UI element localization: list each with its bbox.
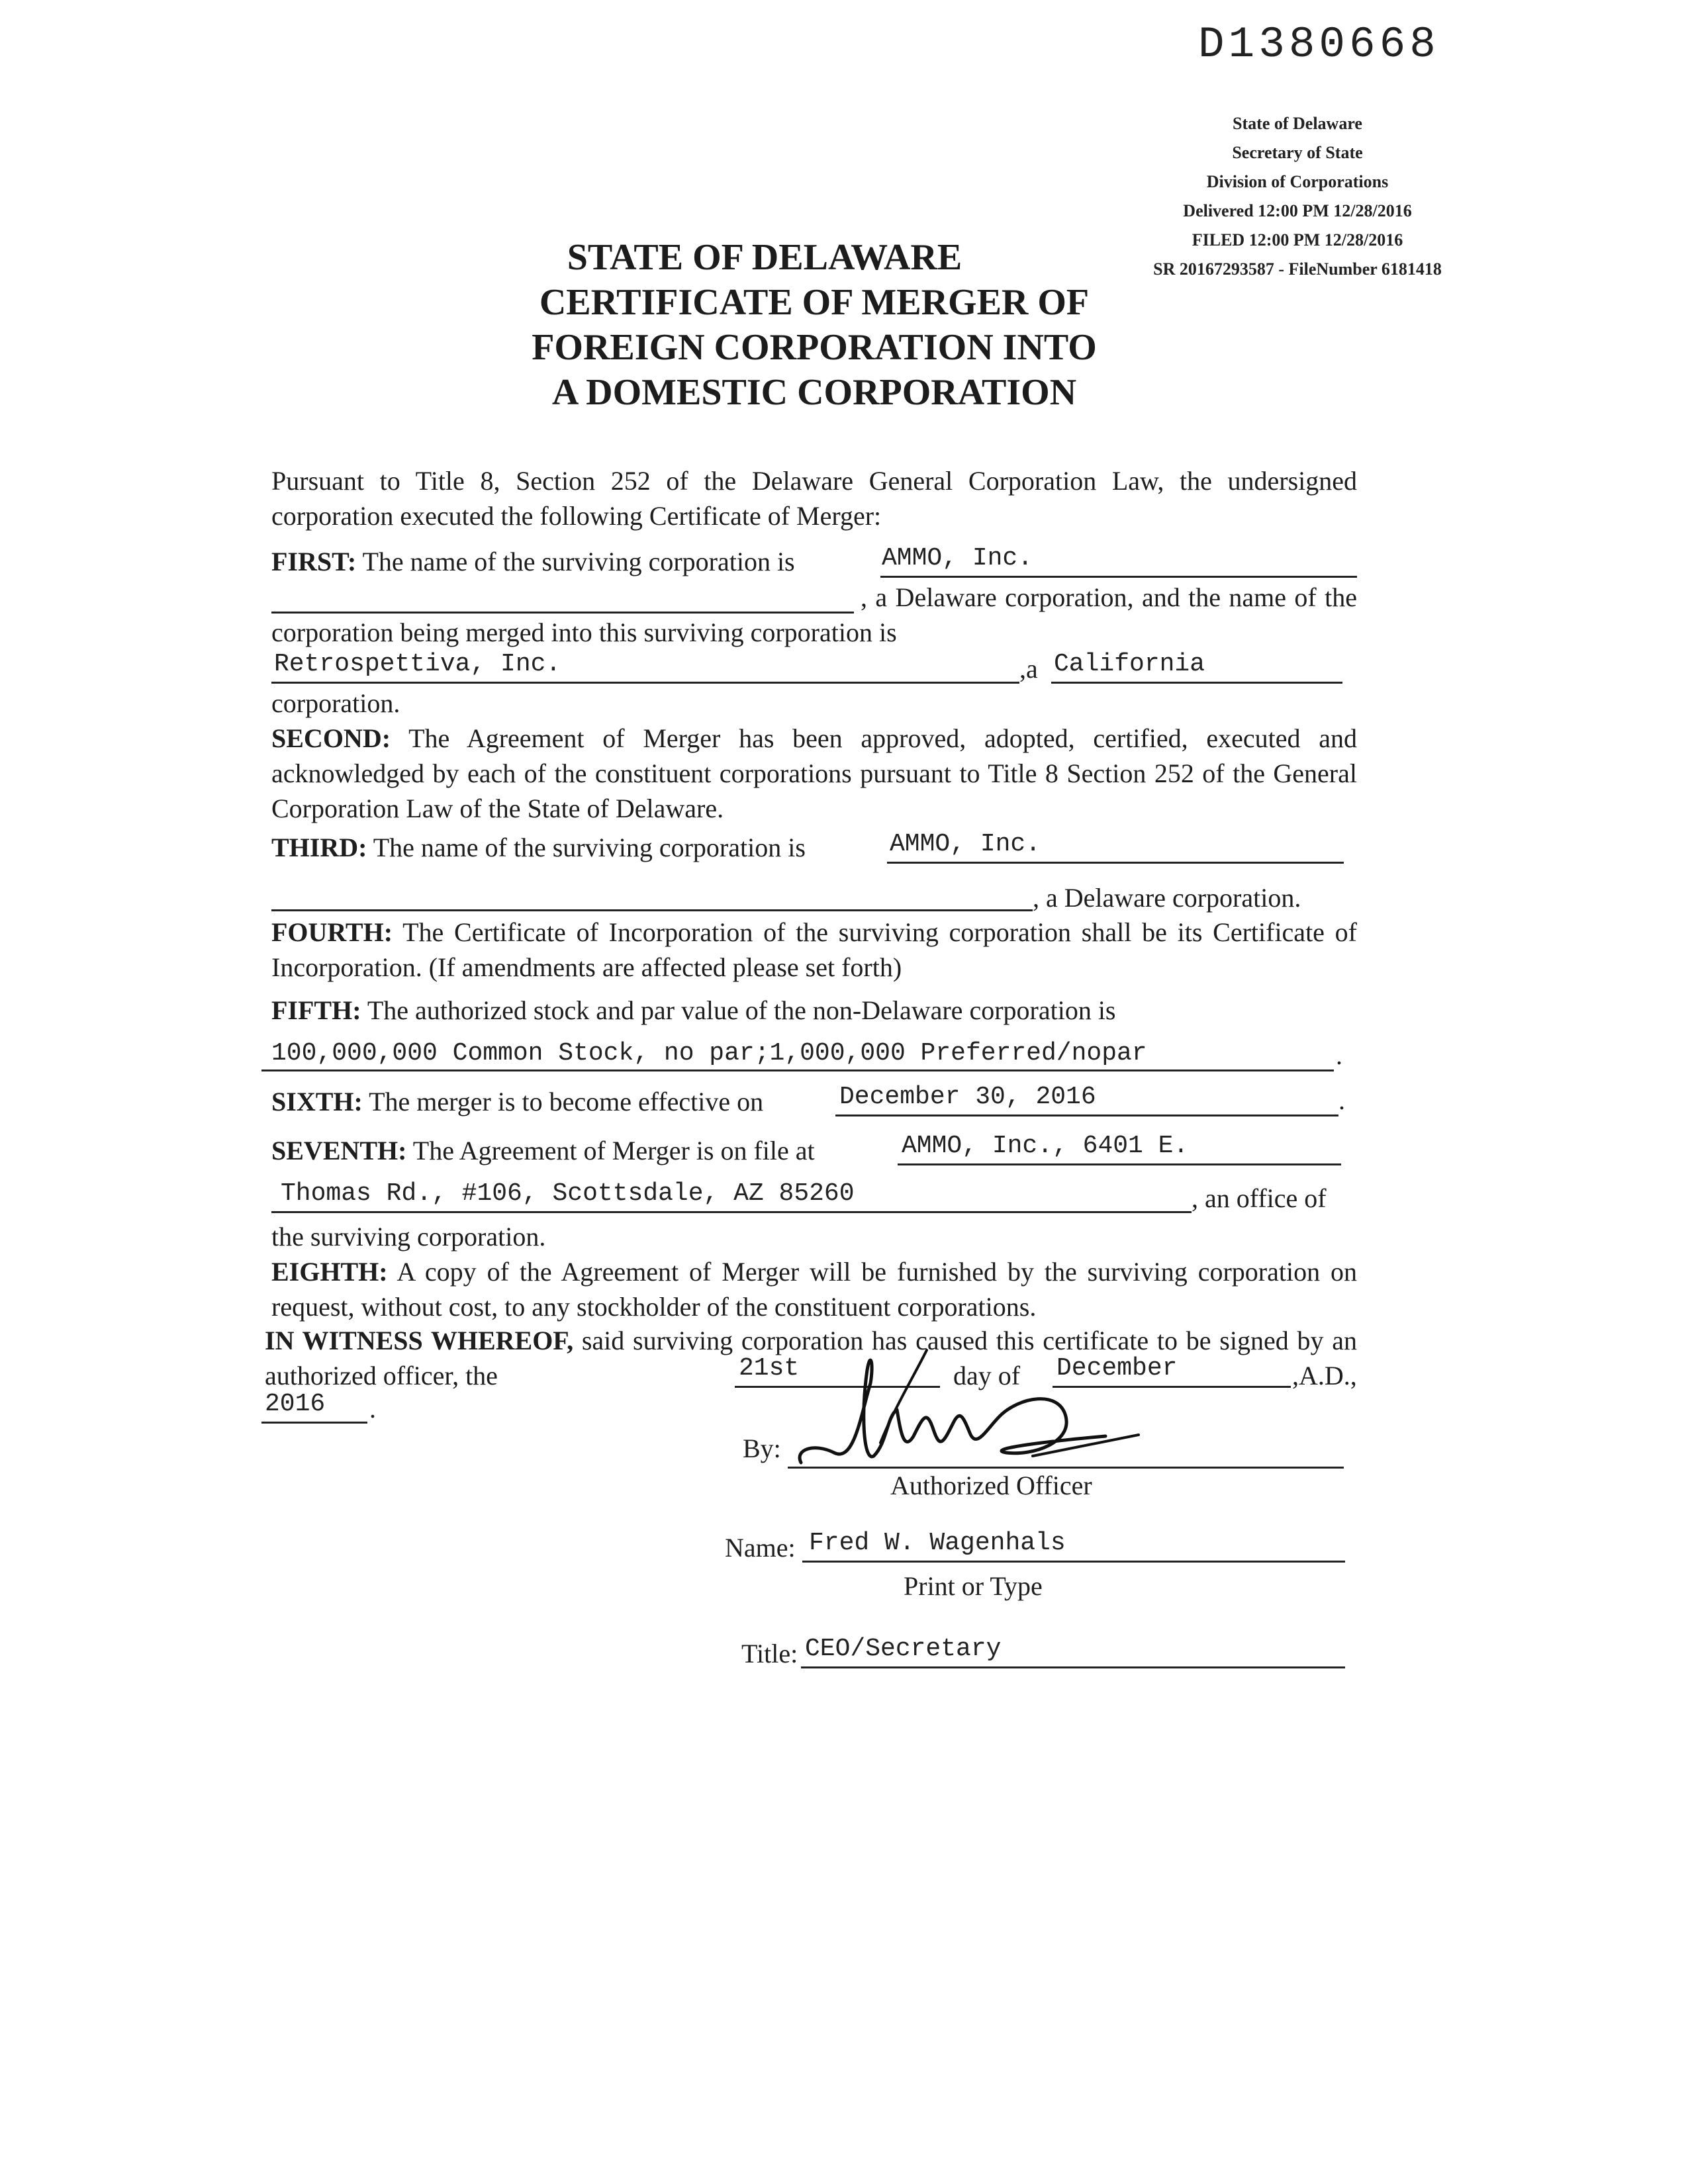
eighth-paragraph bbox=[271, 1254, 1357, 1324]
handwritten-signature bbox=[755, 1337, 1165, 1489]
document-title bbox=[463, 235, 1165, 415]
stamp-line-4: Delivered 12:00 PM 12/28/2016 bbox=[1183, 201, 1412, 220]
title-value: CEO/Secretary bbox=[805, 1635, 1002, 1663]
first-text-4: corporation. bbox=[271, 688, 400, 718]
first-state-value: California bbox=[1054, 650, 1205, 678]
title-line-3: FOREIGN CORPORATION INTO bbox=[532, 327, 1097, 368]
first-text-3: ,a bbox=[1019, 654, 1038, 684]
stamp-line-1: State of Delaware bbox=[1233, 114, 1362, 133]
witness-year: 2016 bbox=[265, 1390, 326, 1418]
filing-stamp bbox=[1112, 109, 1483, 284]
stamp-line-6: SR 20167293587 - FileNumber 6181418 bbox=[1153, 259, 1442, 279]
third-line bbox=[271, 830, 806, 865]
name-value: Fred W. Wagenhals bbox=[809, 1529, 1066, 1557]
sixth-line bbox=[271, 1084, 763, 1119]
by-label: By: bbox=[743, 1433, 781, 1463]
third-value-blank-2 bbox=[271, 876, 1033, 911]
sixth-text: The merger is to become effective on bbox=[369, 1087, 764, 1116]
seventh-text-1: The Agreement of Merger is on file at bbox=[412, 1136, 815, 1165]
witness-text-2: day of bbox=[953, 1361, 1021, 1390]
third-text-2: , a Delaware corporation. bbox=[1033, 883, 1301, 913]
title-line-2: CERTIFICATE OF MERGER OF bbox=[539, 282, 1090, 323]
signature-caption: Authorized Officer bbox=[890, 1471, 1092, 1500]
seventh-text-2: , an office of bbox=[1192, 1183, 1327, 1213]
name-label: Name: bbox=[725, 1533, 796, 1563]
third-value: AMMO, Inc. bbox=[890, 830, 1041, 858]
seventh-value-2: Thomas Rd., #106, Scottsdale, AZ 85260 bbox=[281, 1179, 855, 1208]
seventh-line-1 bbox=[271, 1133, 815, 1168]
first-surviving-value: AMMO, Inc. bbox=[882, 544, 1033, 572]
second-text: The Agreement of Merger has been approved, adopted, certified, executed and acknowledged by each of the constituent corporations pursuant to Title 8 Section 252 of the General Corporation Law of the State of Delaware. bbox=[271, 723, 1358, 823]
third-label: THIRD: bbox=[271, 833, 367, 862]
witness-period: . bbox=[369, 1394, 376, 1424]
first-merged-value: Retrospettiva, Inc. bbox=[274, 650, 561, 678]
second-paragraph bbox=[271, 721, 1357, 826]
witness-month: December bbox=[1056, 1354, 1178, 1383]
title-label: Title: bbox=[741, 1639, 798, 1668]
title-line-4: A DOMESTIC CORPORATION bbox=[551, 372, 1077, 413]
second-label: SECOND: bbox=[271, 723, 391, 753]
first-text-1: The name of the surviving corporation is bbox=[362, 547, 795, 576]
stamp-line-3: Division of Corporations bbox=[1206, 172, 1389, 191]
intro-paragraph: Pursuant to Title 8, Section 252 of the Delaware General Corporation Law, the undersigned corporation executed the following Certificate of Merger: bbox=[271, 466, 1357, 531]
first-line-1 bbox=[271, 544, 795, 579]
witness-label: IN WITNESS WHEREOF, bbox=[265, 1326, 574, 1355]
seventh-value-1: AMMO, Inc., 6401 E. bbox=[902, 1132, 1189, 1160]
fourth-text: The Certificate of Incorporation of the surviving corporation shall be its Certificate of Incorporation. (If amendments are affected please set forth) bbox=[271, 917, 1358, 982]
seventh-label: SEVENTH: bbox=[271, 1136, 407, 1165]
fifth-period: . bbox=[1336, 1040, 1342, 1070]
seventh-text-3: the surviving corporation. bbox=[271, 1222, 546, 1251]
eighth-text: A copy of the Agreement of Merger will be furnished by the surviving corporation on request, without cost, to any stockholder of the constituent corporations. bbox=[271, 1257, 1357, 1322]
witness-text-1: said surviving corporation has caused this certificate to be signed by an authorized officer, the bbox=[265, 1326, 1358, 1390]
fifth-value: 100,000,000 Common Stock, no par;1,000,000 Preferred/nopar bbox=[271, 1039, 1147, 1068]
stamp-line-5: FILED 12:00 PM 12/28/2016 bbox=[1192, 230, 1403, 250]
fourth-paragraph bbox=[271, 915, 1357, 985]
sixth-value: December 30, 2016 bbox=[839, 1083, 1096, 1111]
sixth-period: . bbox=[1338, 1085, 1345, 1115]
eighth-label: EIGHTH: bbox=[271, 1257, 388, 1287]
first-text-2: , a Delaware corporation, and the name of the corporation being merged into this surviving corporation is bbox=[271, 582, 1357, 647]
sixth-label: SIXTH: bbox=[271, 1087, 363, 1116]
name-caption: Print or Type bbox=[904, 1571, 1043, 1601]
fifth-label: FIFTH: bbox=[271, 995, 361, 1025]
witness-text-3: ,A.D., bbox=[1292, 1361, 1357, 1390]
fifth-paragraph bbox=[271, 993, 1357, 1028]
document-number: D1380668 bbox=[1198, 20, 1440, 69]
third-text-1: The name of the surviving corporation is bbox=[373, 833, 806, 862]
stamp-line-2: Secretary of State bbox=[1232, 143, 1363, 162]
fourth-label: FOURTH: bbox=[271, 917, 393, 947]
title-line-1: STATE OF DELAWARE bbox=[567, 237, 962, 278]
witness-day: 21st bbox=[739, 1354, 800, 1383]
first-label: FIRST: bbox=[271, 547, 357, 576]
fifth-text: The authorized stock and par value of the non-Delaware corporation is bbox=[367, 995, 1116, 1025]
